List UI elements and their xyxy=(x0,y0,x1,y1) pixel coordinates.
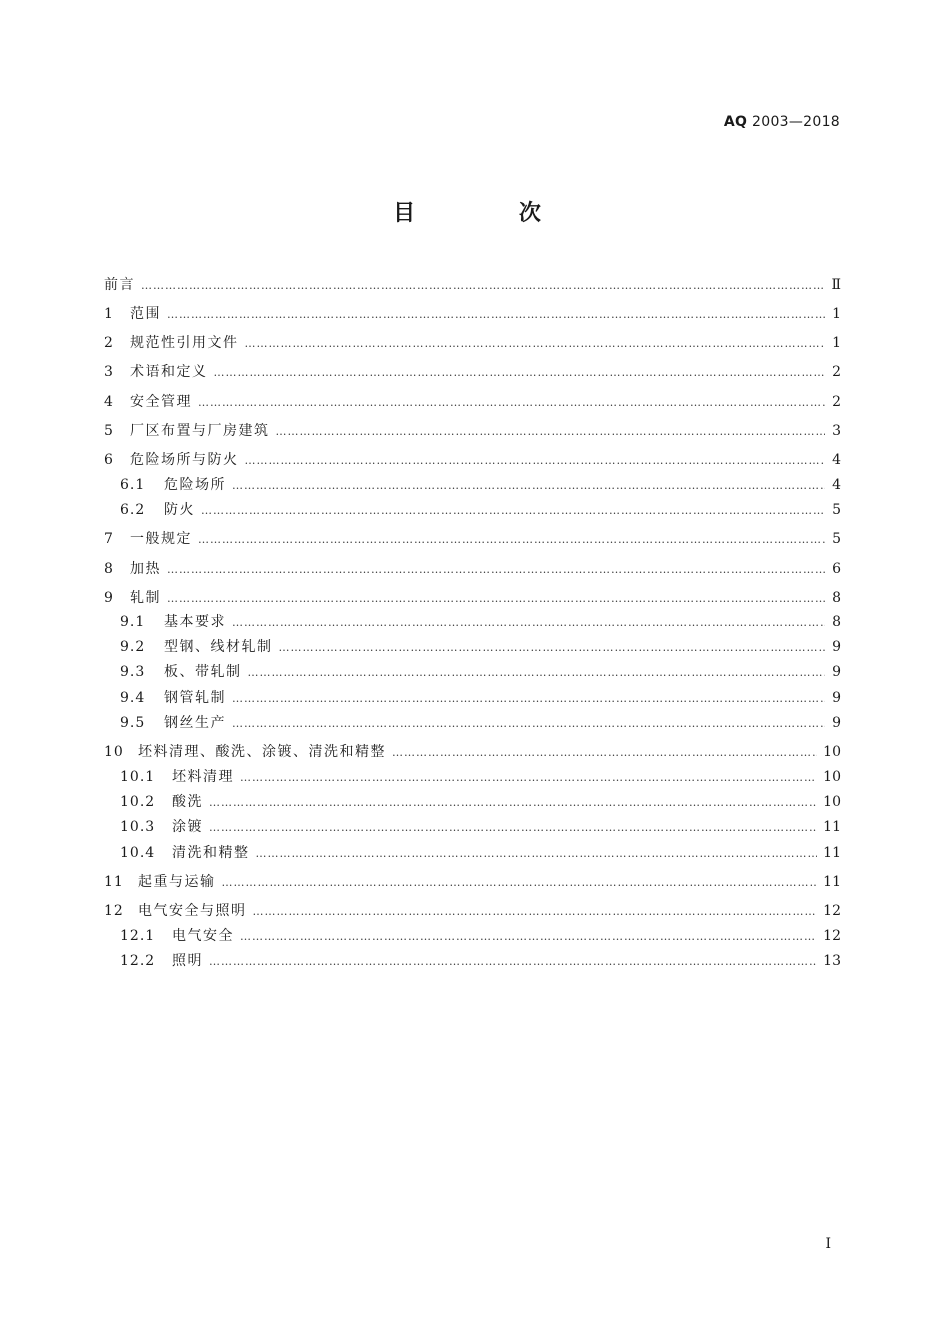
toc-entry-page: Ⅱ xyxy=(831,277,841,293)
toc-leader-dots xyxy=(209,818,817,838)
toc-entry-title: 板、带轧制 xyxy=(164,664,242,680)
toc-entry-page: 9 xyxy=(832,664,841,680)
toc-entry-title: 坯料清理 xyxy=(172,769,234,785)
toc-entry-title: 范围 xyxy=(130,306,161,322)
toc-leader-dots xyxy=(232,613,825,633)
toc-entry-12-1[interactable] xyxy=(120,926,841,946)
toc-leader-dots xyxy=(214,363,826,383)
toc-entry-number: 10.3 xyxy=(120,819,156,835)
toc-entry-9-3[interactable] xyxy=(120,662,841,682)
toc-entry-page: 1 xyxy=(832,335,841,351)
toc-entry-title: 基本要求 xyxy=(164,614,226,630)
toc-entry-title: 清洗和精整 xyxy=(172,845,250,861)
toc-entry-12-2[interactable] xyxy=(120,951,841,971)
toc-entry-page: 12 xyxy=(823,903,841,919)
toc-leader-dots xyxy=(232,714,825,734)
toc-entry-title: 酸洗 xyxy=(172,794,203,810)
toc-leader-dots xyxy=(198,530,825,550)
toc-entry-number: 9.1 xyxy=(120,614,146,630)
toc-entry-number: 9.3 xyxy=(120,664,146,680)
toc-leader-dots xyxy=(209,793,817,813)
toc-entry-page: 10 xyxy=(823,769,841,785)
toc-entry-number: 12.1 xyxy=(120,928,156,944)
toc-leader-dots xyxy=(232,476,825,496)
toc-leader-dots xyxy=(248,663,826,683)
toc-entry-number: 9.2 xyxy=(120,639,146,655)
toc-entry-number: 12 xyxy=(104,903,124,919)
toc-entry-page: 8 xyxy=(832,590,841,606)
toc-entry-foreword[interactable] xyxy=(104,275,841,295)
toc-entry-3[interactable] xyxy=(104,362,841,382)
toc-entry-number: 12.2 xyxy=(120,953,156,969)
toc-leader-dots xyxy=(240,927,817,947)
toc-entry-page: 12 xyxy=(823,928,841,944)
toc-entry-number: 6 xyxy=(104,452,114,468)
toc-entry-number: 8 xyxy=(104,561,114,577)
toc-entry-page: 1 xyxy=(832,306,841,322)
toc-entry-number: 6.2 xyxy=(120,502,146,518)
toc-entry-6-1[interactable] xyxy=(120,475,841,495)
toc-entry-11[interactable] xyxy=(104,872,841,892)
toc-entry-title: 坯料清理、酸洗、涂镀、清洗和精整 xyxy=(138,744,386,760)
toc-leader-dots xyxy=(392,743,817,763)
toc-entry-9-5[interactable] xyxy=(120,713,841,733)
toc-entry-page: 10 xyxy=(823,794,841,810)
toc-entry-page: 3 xyxy=(832,423,841,439)
toc-leader-dots xyxy=(201,501,825,521)
toc-entry-title: 安全管理 xyxy=(130,394,192,410)
toc-entry-page: 11 xyxy=(823,874,841,890)
page-folio: I xyxy=(825,1236,831,1252)
toc-entry-1[interactable] xyxy=(104,304,841,324)
toc-leader-dots xyxy=(198,393,825,413)
toc-entry-number: 9.5 xyxy=(120,715,146,731)
toc-entry-10-3[interactable] xyxy=(120,817,841,837)
toc-leader-dots xyxy=(240,768,817,788)
toc-entry-page: 2 xyxy=(832,364,841,380)
toc-entry-page: 11 xyxy=(823,819,841,835)
toc-entry-page: 8 xyxy=(832,614,841,630)
toc-entry-title: 起重与运输 xyxy=(138,874,216,890)
toc-entry-12[interactable] xyxy=(104,901,841,921)
toc-entry-page: 5 xyxy=(832,502,841,518)
toc-entry-9-1[interactable] xyxy=(120,612,841,632)
toc-entry-page: 5 xyxy=(832,531,841,547)
toc-entry-page: 6 xyxy=(832,561,841,577)
toc-leader-dots xyxy=(232,689,825,709)
toc-entry-page: 4 xyxy=(832,452,841,468)
toc-entry-title: 危险场所 xyxy=(164,477,226,493)
toc-entry-title: 规范性引用文件 xyxy=(130,335,239,351)
toc-entry-number: 10.4 xyxy=(120,845,156,861)
toc-leader-dots xyxy=(209,952,817,972)
toc-entry-title: 防火 xyxy=(164,502,195,518)
toc-entry-8[interactable] xyxy=(104,559,841,579)
page-title: 目 次 xyxy=(393,201,589,226)
toc-leader-dots xyxy=(245,334,826,354)
toc-entry-title: 型钢、线材轧制 xyxy=(164,639,273,655)
toc-entry-7[interactable] xyxy=(104,529,841,549)
toc-entry-number: 11 xyxy=(104,874,124,890)
toc-entry-title: 涂镀 xyxy=(172,819,203,835)
toc-entry-title: 厂区布置与厂房建筑 xyxy=(130,423,270,439)
toc-entry-page: 11 xyxy=(823,845,841,861)
toc-entry-number: 5 xyxy=(104,423,114,439)
toc-leader-dots xyxy=(141,276,825,296)
toc-entry-title: 钢丝生产 xyxy=(164,715,226,731)
toc-leader-dots xyxy=(167,305,825,325)
toc-entry-6[interactable] xyxy=(104,450,841,470)
standard-number: 2003—2018 xyxy=(752,114,840,130)
toc-leader-dots xyxy=(279,638,826,658)
toc-leader-dots xyxy=(253,902,818,922)
toc-entry-number: 4 xyxy=(104,394,114,410)
toc-entry-9[interactable] xyxy=(104,588,841,608)
toc-leader-dots xyxy=(245,451,826,471)
toc-entry-4[interactable] xyxy=(104,392,841,412)
toc-entry-page: 13 xyxy=(823,953,841,969)
toc-leader-dots xyxy=(276,422,826,442)
toc-entry-page: 4 xyxy=(832,477,841,493)
standard-prefix: AQ xyxy=(723,114,748,130)
toc-entry-number: 9 xyxy=(104,590,114,606)
toc-entry-number: 10.2 xyxy=(120,794,156,810)
toc-entry-page: 9 xyxy=(832,690,841,706)
toc-entry-10-1[interactable] xyxy=(120,767,841,787)
toc-entry-number: 7 xyxy=(104,531,114,547)
toc-entry-9-2[interactable] xyxy=(120,637,841,657)
toc-entry-2[interactable] xyxy=(104,333,841,353)
toc-entry-number: 10.1 xyxy=(120,769,156,785)
toc-entry-title: 危险场所与防火 xyxy=(130,452,239,468)
toc-entry-number: 9.4 xyxy=(120,690,146,706)
toc-entry-page: 9 xyxy=(832,715,841,731)
toc-leader-dots xyxy=(256,844,818,864)
standard-code xyxy=(724,114,840,130)
toc-entry-title: 电气安全与照明 xyxy=(138,903,247,919)
toc-entry-title: 轧制 xyxy=(130,590,161,606)
toc-leader-dots xyxy=(167,589,825,609)
toc-leader-dots xyxy=(222,873,818,893)
toc-entry-number: 2 xyxy=(104,335,114,351)
toc-entry-6-2[interactable] xyxy=(120,500,841,520)
toc-entry-title: 前言 xyxy=(104,277,135,293)
toc-entry-page: 9 xyxy=(832,639,841,655)
toc-entry-title: 电气安全 xyxy=(172,928,234,944)
toc-entry-number: 6.1 xyxy=(120,477,146,493)
toc-entry-10-4[interactable] xyxy=(120,843,841,863)
toc-leader-dots xyxy=(167,560,825,580)
toc-entry-title: 钢管轧制 xyxy=(164,690,226,706)
toc-entry-10[interactable] xyxy=(104,742,841,762)
toc-entry-title: 照明 xyxy=(172,953,203,969)
toc-entry-number: 10 xyxy=(104,744,124,760)
toc-entry-page: 2 xyxy=(832,394,841,410)
toc-entry-title: 加热 xyxy=(130,561,161,577)
toc-entry-number: 1 xyxy=(104,306,114,322)
toc-entry-page: 10 xyxy=(823,744,841,760)
toc-entry-title: 术语和定义 xyxy=(130,364,208,380)
toc-entry-number: 3 xyxy=(104,364,114,380)
toc-entry-10-2[interactable] xyxy=(120,792,841,812)
toc-entry-5[interactable] xyxy=(104,421,841,441)
toc-entry-title: 一般规定 xyxy=(130,531,192,547)
toc-entry-9-4[interactable] xyxy=(120,688,841,708)
